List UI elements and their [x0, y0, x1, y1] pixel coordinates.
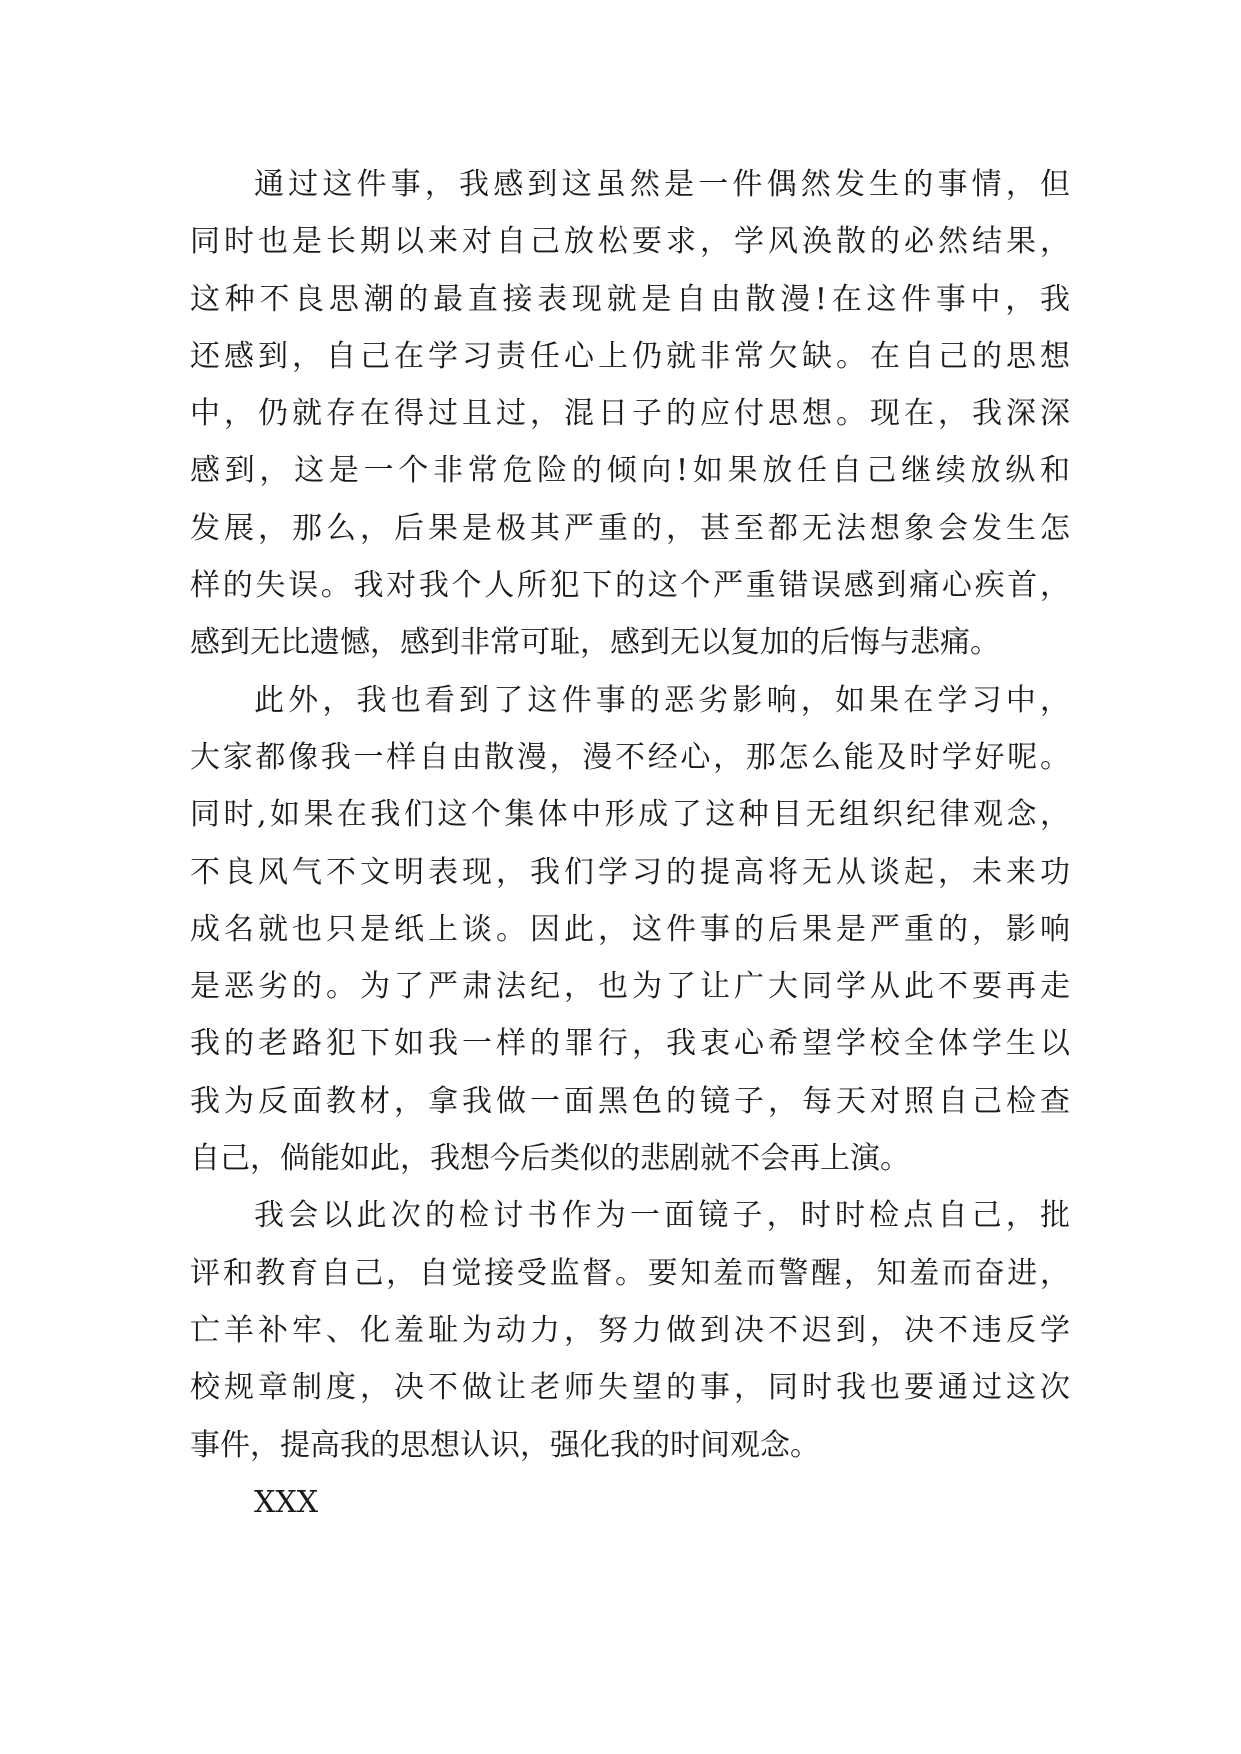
paragraph-line: 还感到，自己在学习责任心上仍就非常欠缺。在自己的思想 [190, 338, 1070, 374]
paragraph-line: 发展，那么，后果是极其严重的，甚至都无法想象会发生怎 [190, 510, 1070, 546]
paragraph-line: 大家都像我一样自由散漫，漫不经心，那怎么能及时学好呢。 [190, 739, 1070, 775]
paragraph-line: 通过这件事，我感到这虽然是一件偶然发生的事情，但 [254, 167, 1070, 202]
paragraph-2 [190, 672, 1070, 1188]
paragraph-line: 我为反面教材，拿我做一面黑色的镜子，每天对照自己检查 [190, 1083, 1070, 1119]
paragraph-line: 校规章制度，决不做让老师失望的事，同时我也要通过这次 [190, 1370, 1070, 1406]
paragraph-line: 事件，提高我的思想认识，强化我的时间观念。 [190, 1427, 820, 1463]
paragraph-3 [190, 1187, 1070, 1473]
paragraph-line: 亡羊补牢、化羞耻为动力，努力做到决不迟到，决不违反学 [190, 1312, 1070, 1348]
paragraph-line: 评和教育自己，自觉接受监督。要知羞而警醒，知羞而奋进， [190, 1255, 1070, 1291]
paragraph-line: 成名就也只是纸上谈。因此，这件事的后果是严重的，影响 [190, 911, 1070, 947]
paragraph-line: 感到无比遗憾，感到非常可耻，感到无以复加的后悔与悲痛。 [190, 625, 1000, 661]
paragraph-line: 这种不良思潮的最直接表现就是自由散漫!在这件事中，我 [190, 281, 1070, 317]
paragraph-line: 感到，这是一个非常危险的倾向!如果放任自己继续放纵和 [190, 453, 1070, 489]
paragraph-1 [190, 156, 1070, 672]
document-body [190, 156, 1070, 1531]
paragraph-line: 样的失误。我对我个人所犯下的这个严重错误感到痛心疾首， [190, 568, 1070, 604]
paragraph-line: 此外，我也看到了这件事的恶劣影响，如果在学习中， [254, 682, 1070, 718]
paragraph-line: 我会以此次的检讨书作为一面镜子，时时检点自己，批 [254, 1198, 1070, 1234]
paragraph-line: 同时,如果在我们这个集体中形成了这种目无组织纪律观念， [190, 797, 1070, 833]
paragraph-line: 不良风气不文明表现，我们学习的提高将无从谈起，未来功 [190, 854, 1070, 890]
paragraph-line: 中，仍就存在得过且过，混日子的应付思想。现在，我深深 [190, 396, 1070, 432]
paragraph-line: 自己，倘能如此，我想今后类似的悲剧就不会再上演。 [190, 1141, 910, 1177]
paragraph-line: 同时也是长期以来对自己放松要求，学风涣散的必然结果， [190, 224, 1070, 260]
paragraph-line: 我的老路犯下如我一样的罪行，我衷心希望学校全体学生以 [190, 1026, 1070, 1062]
signature: XXX [254, 1484, 319, 1520]
paragraph-line: 是恶劣的。为了严肃法纪，也为了让广大同学从此不要再走 [190, 969, 1070, 1005]
